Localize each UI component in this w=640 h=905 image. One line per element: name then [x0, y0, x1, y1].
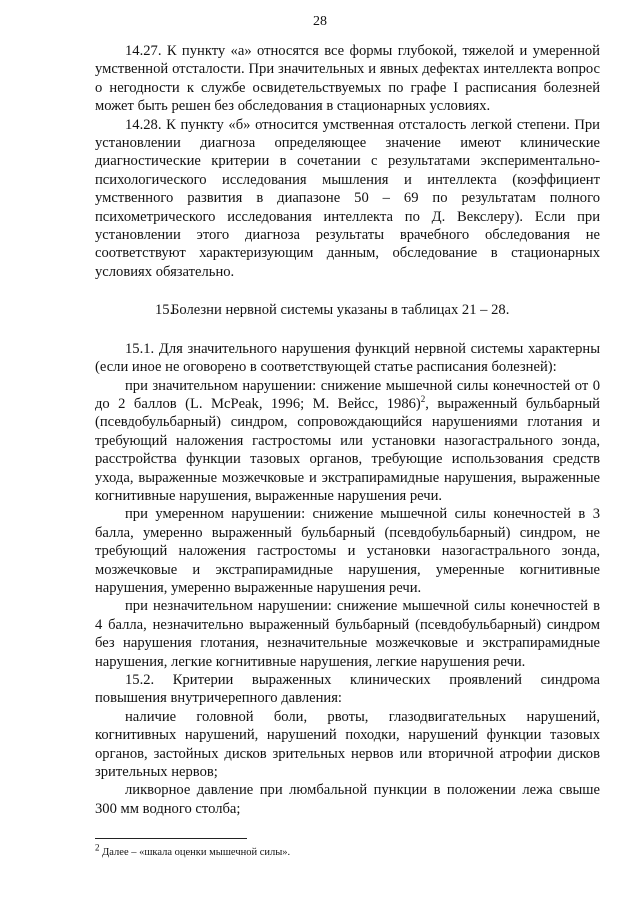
- section-15-heading: [95, 301, 600, 319]
- footnote-ref: 2: [420, 394, 426, 405]
- section-15-number: 15.: [155, 302, 174, 319]
- significant-text-start: при значительном нарушении: снижение мышечной силы конечностей от 0 до 2 баллов (L. McPeak, 1996; М. Вейсс, 1986): [95, 377, 600, 412]
- paragraph-15-2: 15.2. Критерии выраженных клинических проявлений синдрома повышения внутричерепного давления:: [95, 672, 600, 707]
- footnote-mark: 2: [95, 842, 100, 853]
- significant-text-end: , выраженный бульбарный (псевдобульбарный) синдром, сопровождающийся нарушениями глотания и требующий наложения гастростомы или установки назогастрального зонда, расстройства функции тазовых органов, требующие использования средств ухода, выраженные мозжечковые и экстрапирамидные нарушения, выраженные когнитивные нарушения, выраженные нарушения речи.: [95, 395, 600, 504]
- footnote: [95, 842, 291, 859]
- section-15-title: Болезни нервной системы указаны в таблицах 21 – 28.: [171, 302, 510, 319]
- footnote-divider: [95, 838, 247, 839]
- paragraph-14-27: 14.27. К пункту «а» относятся все формы глубокой, тяжелой и умеренной умственной отсталости. При значительных и явных дефектах интеллекта вопрос о негодности к службе освидетельствуемых по графе I расписания болезней может быть решен без обследования в стационарных условиях.: [95, 43, 600, 115]
- paragraph-moderate-impairment: при умеренном нарушении: снижение мышечной силы конечностей в 3 балла, умеренно выраженный бульбарный (псевдобульбарный) синдром, не требующий наложения гастростомы и установки назогастрального зонда, мозжечковые и экстрапирамидные нарушения, умеренные когнитивные нарушения, умеренно выраженные нарушения речи.: [95, 506, 600, 596]
- paragraph-15-1: 15.1. Для значительного нарушения функций нервной системы характерны (если иное не оговорено в соответствующей статье расписания болезней):: [95, 340, 600, 376]
- paragraph-liquor-pressure: ликворное давление при люмбальной пункции в положении лежа свыше 300 мм водного столба;: [95, 782, 600, 817]
- paragraph-minor-impairment: при незначительном нарушении: снижение мышечной силы конечностей в 4 балла, незначительно выраженный бульбарный (псевдобульбарный) синдром без нарушения глотания, незначительные мозжечковые и экстрапирамидные нарушения, легкие когнитивные нарушения, легкие нарушения речи.: [95, 598, 600, 670]
- paragraph-headache-criteria: наличие головной боли, рвоты, глазодвигательных нарушений, когнитивных нарушений, нарушений походки, нарушений функции тазовых органов, застойных дисков зрительных нервов или вторичной атрофии дисков зрительных нервов;: [95, 708, 600, 781]
- page-number: 28: [313, 14, 327, 29]
- paragraph-significant-impairment: [95, 377, 600, 506]
- document-body: [95, 42, 600, 818]
- paragraph-14-28: 14.28. К пункту «б» относится умственная отсталость легкой степени. При установлении диагноза определяющее значение имеют клинические диагностические критерии в сочетании с результатами экспериментально-психологического исследования мышления и интеллекта (коэффициент умственного развития в диапазоне 50 – 69 по результатам полного психометрического исследования интеллекта по Д. Векслеру). Если при установлении этого диагноза результаты врачебного обследования не соответствуют характеризующим данным, обследование в стационарных условиях обязательно.: [95, 116, 600, 280]
- footnote-text: Далее – «шкала оценки мышечной силы».: [99, 847, 291, 858]
